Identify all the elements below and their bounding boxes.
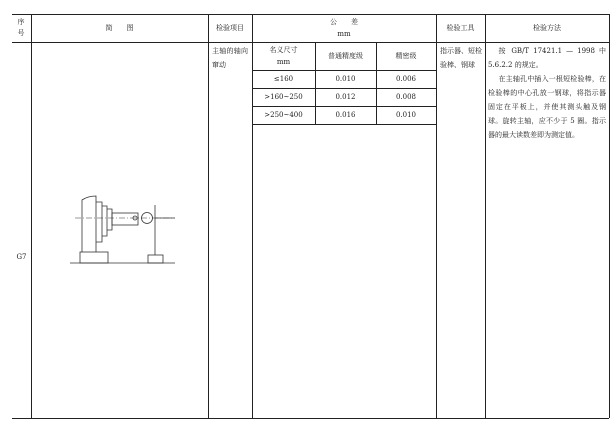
col-size: 名义尺寸 — [269, 46, 298, 54]
tol-precision: 0.006 — [395, 74, 417, 83]
row-tools: 指示器、短检验棒、钢球 — [440, 47, 482, 69]
tol-precision: 0.010 — [395, 110, 417, 119]
tol-size: ≤160 — [273, 74, 294, 83]
header-tolerance-unit: mm — [337, 30, 351, 38]
row-method — [488, 44, 606, 142]
col-normal: 普通精度级 — [328, 51, 363, 60]
spindle-axial-runout-diagram — [60, 180, 180, 270]
tol-size: >160~250 — [264, 92, 303, 101]
tol-normal: 0.012 — [335, 92, 356, 101]
tol-size: >250~400 — [264, 110, 303, 119]
tol-normal: 0.010 — [335, 74, 356, 83]
tol-precision: 0.008 — [395, 92, 417, 101]
method-p2: 在主轴孔中插入一根短检验棒，在检验棒的中心孔放一钢球，将指示器固定在平板上，并使其测头触及钢球。旋转主轴，应不少于 5 圈。指示器的最大读数差即为测定值。 — [488, 75, 606, 139]
col-size-unit: mm — [276, 58, 291, 66]
row-seq: G7 — [16, 253, 27, 261]
header-item: 检验项目 — [216, 23, 244, 32]
method-p1: 按 GB/T 17421.1 — 1998 中 5.6.2.2 的规定。 — [488, 47, 606, 69]
row-item: 主轴的轴向窜动 — [212, 47, 248, 69]
header-method: 检验方法 — [533, 23, 561, 32]
header-seq: 序号 — [17, 18, 25, 37]
col-precision: 精密级 — [395, 51, 417, 60]
tol-normal: 0.016 — [335, 110, 356, 119]
header-tolerance: 公 差 — [330, 18, 358, 26]
header-tools: 检验工具 — [446, 23, 475, 32]
header-diagram: 简 图 — [105, 23, 134, 32]
